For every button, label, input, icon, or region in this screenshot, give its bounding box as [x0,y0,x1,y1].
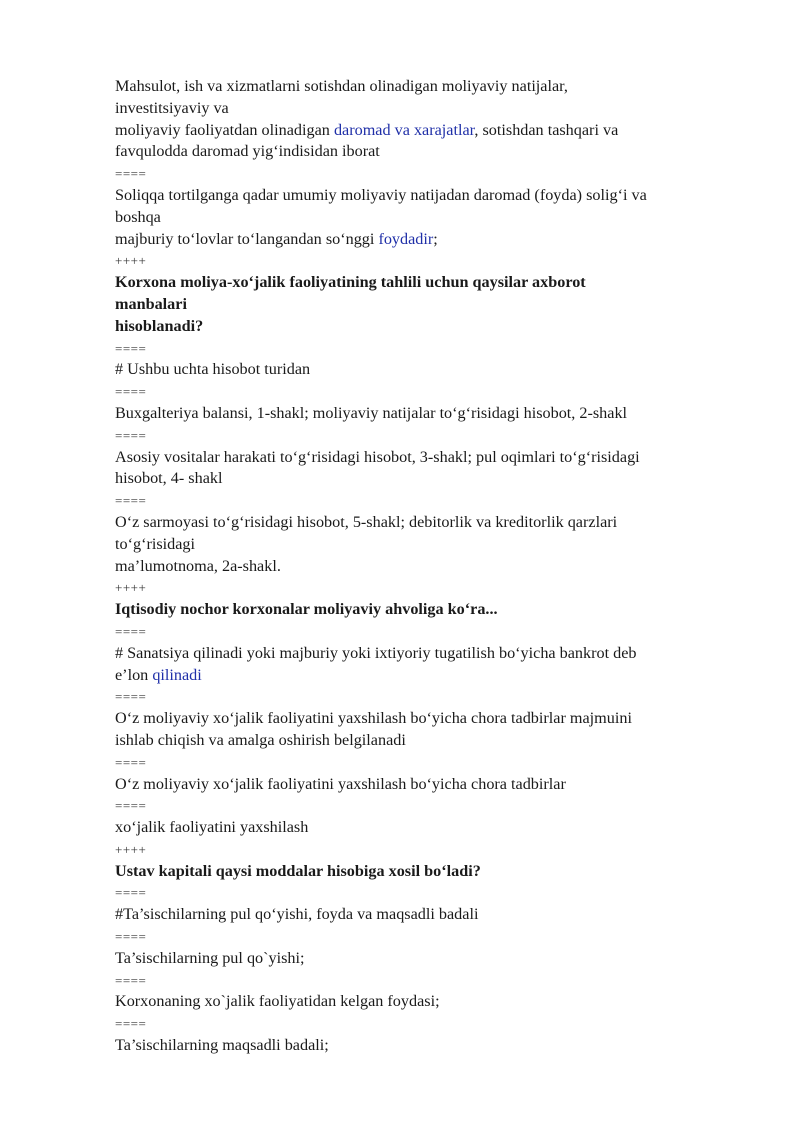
text-line [115,316,740,338]
text-segment: , sotishdan tashqari va [474,120,619,139]
answer-text [115,1035,740,1057]
separator: ==== [115,972,147,988]
answer-text [115,948,740,970]
separator: ==== [115,929,147,945]
text-line [115,207,740,229]
text-line [115,403,740,425]
text-segment: e’lon [115,665,153,684]
text-line [115,76,740,98]
text-line [115,141,740,163]
text-segment: investitsiyaviy va [115,98,229,117]
text-line [115,817,740,839]
document-page [115,76,740,1057]
text-segment: xo‘jalik faoliyatini yaxshilash [115,818,309,837]
text-segment: O‘z moliyaviy xo‘jalik faoliyatini yaxshilash bo‘yicha chora tadbirlar [115,774,566,793]
text-line [115,708,740,730]
separator: ==== [115,493,147,509]
text-segment: Korxonaning xo`jalik faoliyatidan kelgan foydasi; [115,992,440,1011]
text-segment: manbalari [115,294,187,313]
hyperlink[interactable]: foydadir [378,229,434,248]
answer-text [115,774,740,796]
text-segment: ma’lumotnoma, 2a-shakl. [115,556,281,575]
text-line [115,98,740,120]
answer-text [115,708,740,752]
text-segment: hisobot, 4- shakl [115,469,223,488]
text-segment: O‘z moliyaviy xo‘jalik faoliyatini yaxshilash bo‘yicha chora tadbirlar majmuini [115,709,632,728]
text-segment: favqulodda daromad yig‘indisidan iborat [115,142,380,161]
answer-text [115,904,740,926]
text-line [115,991,740,1013]
text-segment: moliyaviy faoliyatdan olinadigan [115,120,334,139]
separator: ==== [115,1016,147,1032]
separator: ==== [115,340,147,356]
text-line [115,730,740,752]
answer-text [115,403,740,425]
text-line [115,512,740,534]
text-line [115,643,740,665]
text-segment: #Ta’sischilarning pul qo‘yishi, foyda va maqsadli badali [115,905,479,924]
answer-text [115,359,740,381]
text-segment: Ta’sischilarning maqsadli badali; [115,1036,329,1055]
separator: ==== [115,689,147,705]
text-line [115,120,740,142]
question-text [115,272,740,337]
answer-text [115,643,740,687]
answer-text [115,817,740,839]
text-segment: Iqtisodiy nochor korxonalar moliyaviy ahvoliga ko‘ra... [115,600,498,619]
text-line [115,904,740,926]
text-segment: ishlab chiqish va amalga oshirish belgilanadi [115,730,406,749]
separator: ==== [115,754,147,770]
text-segment: Ta’sischilarning pul qo`yishi; [115,948,305,967]
text-segment: ; [433,229,438,248]
separator: ==== [115,166,147,182]
separator: ==== [115,798,147,814]
text-line [115,599,740,621]
text-segment: Soliqqa tortilganga qadar umumiy moliyaviy natijadan daromad (foyda) solig‘i va [115,185,647,204]
question-text [115,861,740,883]
text-line [115,556,740,578]
text-line [115,861,740,883]
answer-text [115,185,740,250]
text-line [115,774,740,796]
answer-text [115,991,740,1013]
answer-text [115,76,740,163]
text-segment: Asosiy vositalar harakati to‘g‘risidagi hisobot, 3-shakl; pul oqimlari to‘g‘risidagi [115,447,640,466]
text-line [115,359,740,381]
answer-text [115,447,740,491]
separator: ++++ [115,580,147,596]
separator: ++++ [115,841,147,857]
text-segment: Buxgalteriya balansi, 1-shakl; moliyaviy natijalar to‘g‘risidagi hisobot, 2-shakl [115,403,628,422]
text-segment: Korxona moliya-xo‘jalik faoliyatining tahlili uchun qaysilar axborot [115,273,586,292]
separator: ==== [115,623,147,639]
question-text [115,599,740,621]
text-line [115,272,740,294]
text-line [115,665,740,687]
separator: ==== [115,384,147,400]
text-segment: Mahsulot, ish va xizmatlarni sotishdan olinadigan moliyaviy natijalar, [115,77,568,95]
answer-text [115,512,740,577]
text-line [115,185,740,207]
separator: ++++ [115,253,147,269]
text-segment: to‘g‘risidagi [115,534,196,553]
separator: ==== [115,427,147,443]
text-segment: boshqa [115,207,161,226]
separator: ==== [115,885,147,901]
text-line [115,229,740,251]
text-line [115,948,740,970]
text-segment: # Ushbu uchta hisobot turidan [115,360,311,379]
text-line [115,447,740,469]
text-line [115,468,740,490]
text-line [115,1035,740,1057]
text-segment: # Sanatsiya qilinadi yoki majburiy yoki ixtiyoriy tugatilish bo‘yicha bankrot deb [115,643,637,662]
text-segment: O‘z sarmoyasi to‘g‘risidagi hisobot, 5-shakl; debitorlik va kreditorlik qarzlari [115,512,618,531]
text-segment: majburiy to‘lovlar to‘langandan so‘nggi [115,229,379,248]
text-line [115,294,740,316]
text-segment: Ustav kapitali qaysi moddalar hisobiga xosil bo‘ladi? [115,861,481,880]
text-segment: hisoblanadi? [115,316,204,335]
hyperlink[interactable]: qilinadi [152,665,202,684]
text-line [115,534,740,556]
hyperlink[interactable]: daromad va xarajatlar [333,120,475,139]
